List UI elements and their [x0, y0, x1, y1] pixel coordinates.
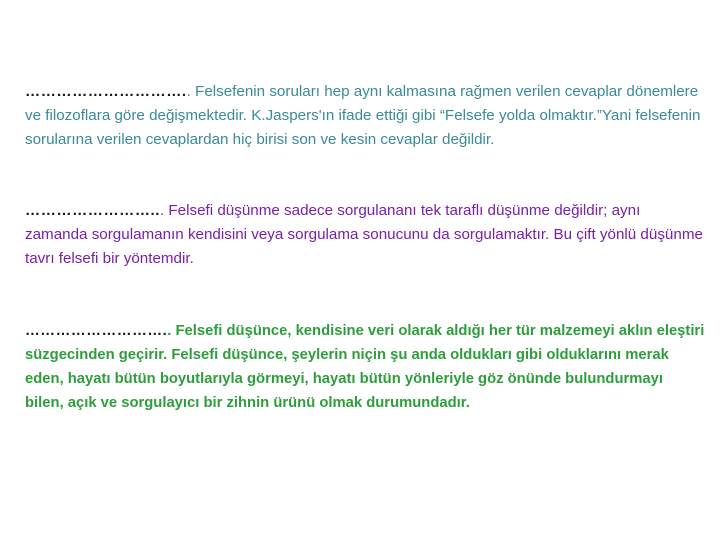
paragraph-1 [25, 80, 705, 152]
fill-in-blank-1: …………………………. [25, 83, 187, 100]
paragraph-2-text: . Felsefi düşünme sadece sorgulananı tek taraflı düşünme değildir; aynı zamanda sorgulamanın kendisini veya sorgulama sonucunu da sorgulamaktır. Bu çift yönlü düşünme tavrı felsefi bir yöntemdir. [25, 202, 703, 267]
fill-in-blank-2: …………………….. [25, 202, 160, 219]
paragraph-3 [25, 319, 705, 415]
fill-in-blank-3: ………………………. [25, 323, 168, 339]
paragraph-2 [25, 199, 705, 271]
paragraph-1-text: . Felsefenin soruları hep aynı kalmasına rağmen verilen cevaplar dönemlere ve filozoflara göre değişmektedir. K.Jaspers'ın ifade ettiği gibi “Felsefe yolda olmaktır.”Yani felsefenin sorularına verilen cevaplardan hiç birisi son ve kesin cevaplar değildir. [25, 83, 701, 148]
paragraph-3-text: . Felsefi düşünce, kendisine veri olarak aldığı her tür malzemeyi aklın eleştiri süzgecinden geçirir. Felsefi düşünce, şeylerin niçin şu anda oldukları gibi olduklarını merak eden, hayatı bütün boyutlarıyla görmeyi, hayatı bütün yönleriyle göz önünde bulundurmayı bilen, açık ve sorgulayıcı bir zihnin ürünü olmak durumundadır. [25, 323, 705, 411]
